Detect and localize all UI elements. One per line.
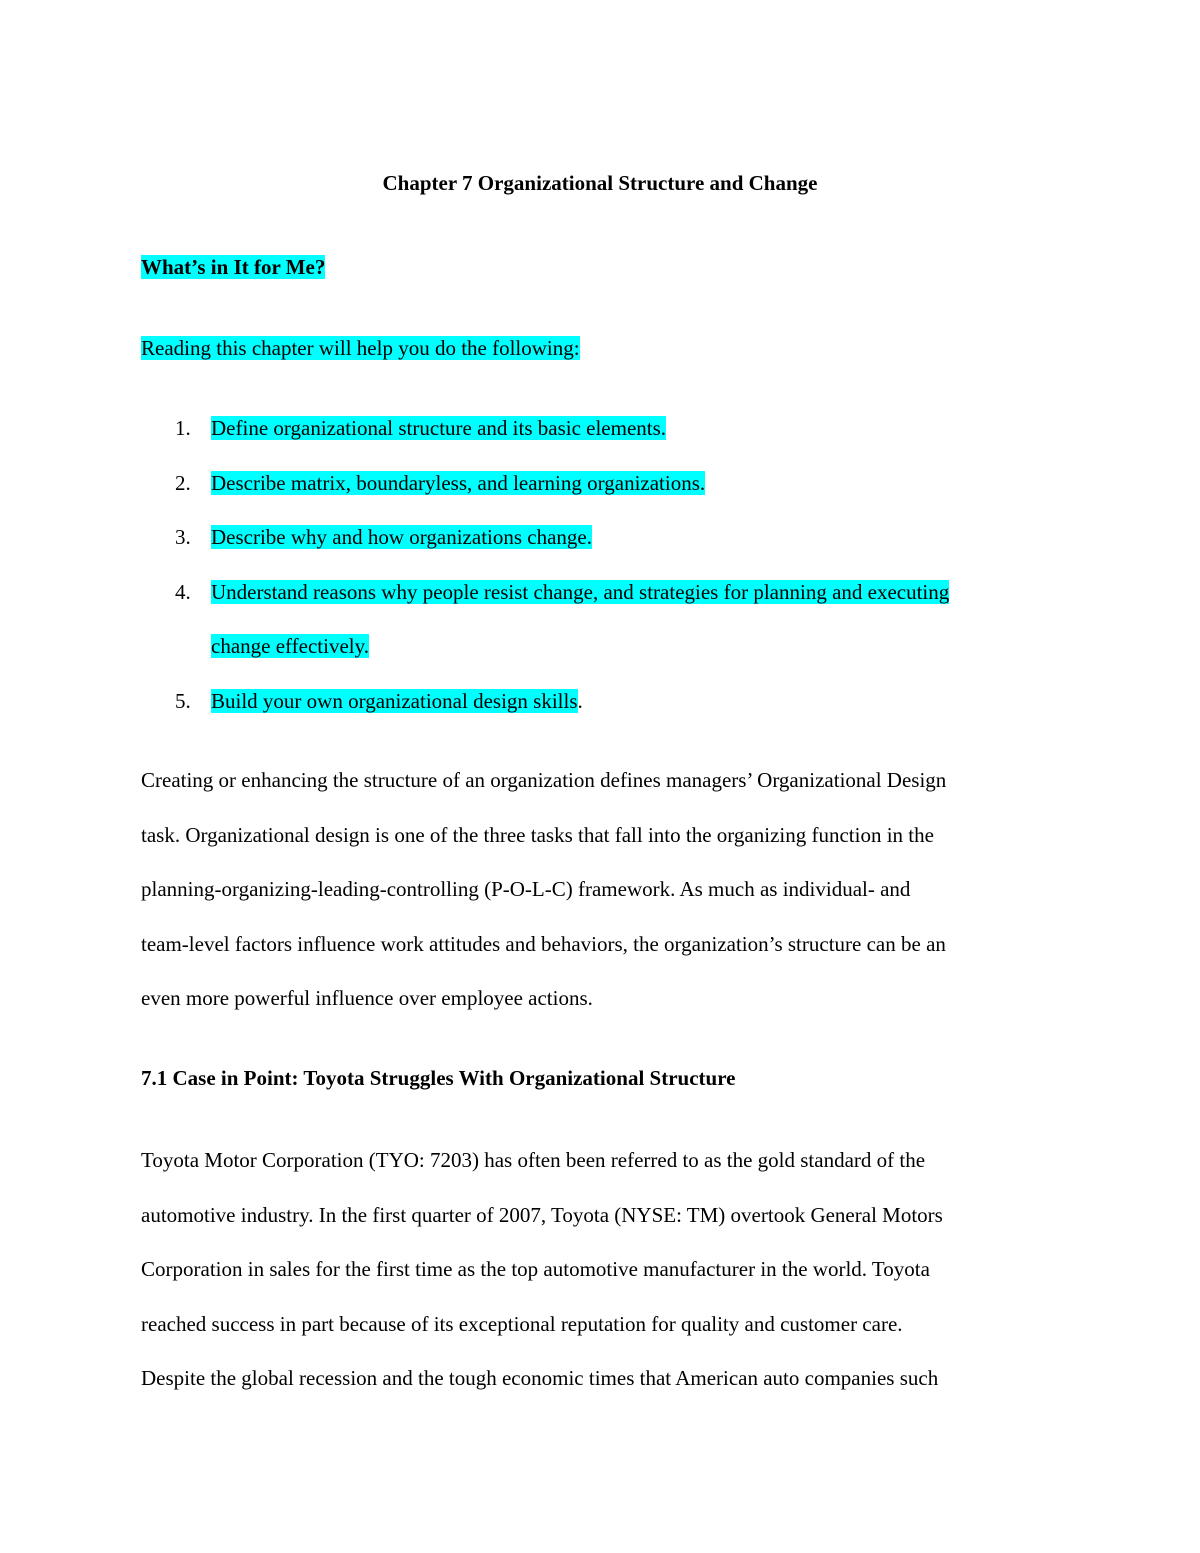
list-text-line: [211, 401, 1051, 456]
objective-text: Describe why and how organizations change.: [211, 525, 592, 549]
list-number: 2.: [175, 470, 191, 495]
section-heading: 7.1 Case in Point: Toyota Struggles With Organizational Structure: [141, 1066, 736, 1090]
intro-heading: What’s in It for Me?: [141, 255, 326, 279]
paragraph-line: planning-organizing-leading-controlling (P-O-L-C) framework. As much as individual- and: [141, 877, 911, 901]
paragraph-line: task. Organizational design is one of the three tasks that fall into the organizing function in the: [141, 822, 934, 847]
paragraph-line: automotive industry. In the first quarter of 2007, Toyota (NYSE: TM) overtook General Motors: [141, 1202, 943, 1227]
paragraph-intro: [141, 753, 1051, 1026]
paragraph-line: Despite the global recession and the tough economic times that American auto companies such: [141, 1366, 939, 1390]
paragraph-line: Toyota Motor Corporation (TYO: 7203) has often been referred to as the gold standard of the: [141, 1148, 926, 1172]
chapter-title: Chapter 7 Organizational Structure and Change: [382, 171, 818, 195]
list-number: 4.: [175, 579, 191, 604]
paragraph-case: [141, 1133, 1051, 1406]
list-text-line: [211, 510, 1051, 565]
list-number: 3.: [175, 525, 191, 549]
list-text-line: [211, 565, 1051, 620]
objective-text: Build your own organizational design skills: [211, 688, 578, 713]
list-text-line: [211, 674, 1051, 729]
intro-lead: Reading this chapter will help you do the following:: [141, 336, 580, 360]
paragraph-line: even more powerful influence over employee actions.: [141, 986, 593, 1010]
list-number: 5.: [175, 688, 191, 713]
intro-heading-line: [141, 252, 1051, 282]
objective-text: Define organizational structure and its basic elements.: [211, 416, 667, 440]
paragraph-line: team-level factors influence work attitudes and behaviors, the organization’s structure can be an: [141, 931, 946, 956]
list-text-line: [211, 619, 1051, 674]
intro-lead-line: [141, 333, 1051, 363]
list-number: 1.: [175, 416, 191, 440]
objective-text: Describe matrix, boundaryless, and learning organizations.: [211, 470, 706, 495]
objective-text: change effectively.: [211, 634, 369, 658]
objective-period: .: [577, 688, 583, 713]
paragraph-line: Creating or enhancing the structure of an organization defines managers’ Organizational Design: [141, 768, 947, 792]
list-text-line: [211, 456, 1051, 511]
objective-text: Understand reasons why people resist change, and strategies for planning and executing: [211, 579, 950, 604]
paragraph-line: Corporation in sales for the first time as the top automotive manufacturer in the world. Toyota: [141, 1257, 930, 1281]
paragraph-line: reached success in part because of its exceptional reputation for quality and customer care.: [141, 1311, 903, 1336]
